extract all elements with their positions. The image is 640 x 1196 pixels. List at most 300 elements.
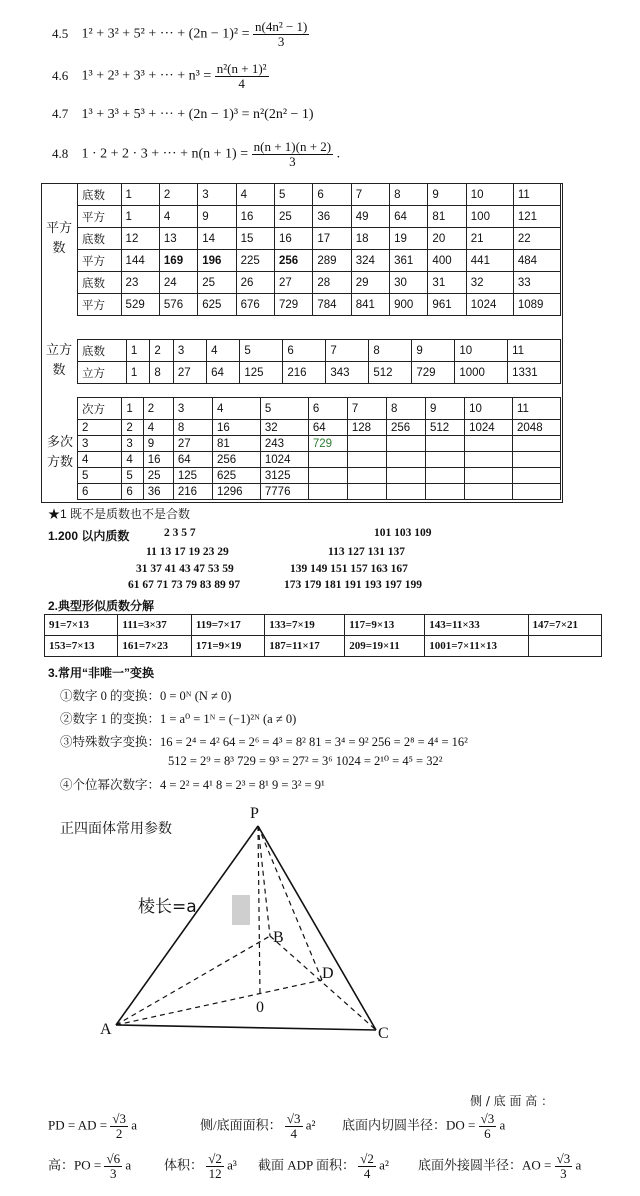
table-cell: 2 <box>159 184 197 206</box>
table-cell: 441 <box>466 250 513 272</box>
table-row <box>78 294 561 316</box>
table-cell: 7776 <box>260 484 308 500</box>
factor-cell: 1001=7×11×13 <box>425 636 528 657</box>
factor-cell: 209=19×11 <box>345 636 425 657</box>
fraction-numerator: n(4n² − 1) <box>254 19 308 34</box>
table-cell <box>513 436 561 452</box>
fraction-denominator: 4 <box>363 1166 371 1181</box>
tetrahedron-diagram <box>0 790 640 1060</box>
param-height <box>48 1152 131 1181</box>
row-header-cell: 次方 <box>78 398 122 420</box>
table-header-cell: 3 <box>173 398 212 420</box>
row-header-cell: 平方 <box>78 294 122 316</box>
param-pd-fraction <box>110 1112 128 1141</box>
table-cell: 8 <box>390 184 428 206</box>
fraction-numerator: √2 <box>360 1151 374 1166</box>
table-cell: 676 <box>236 294 274 316</box>
table-cell: 1000 <box>455 362 508 384</box>
table-cell: 33 <box>513 272 560 294</box>
fraction-numerator: √3 <box>480 1111 495 1126</box>
primes-right-line-2: 113 127 131 137 <box>328 546 405 558</box>
row-header-cell: 平方 <box>78 250 122 272</box>
table-row <box>78 468 561 484</box>
table-cell <box>513 452 561 468</box>
cubes-label-line1: 立方 <box>45 342 72 357</box>
table-cell: 16 <box>236 206 274 228</box>
fraction-denominator: 12 <box>208 1166 222 1181</box>
fraction-numerator: √3 <box>556 1151 571 1166</box>
tetra-title: 正四面体常用参数 <box>60 821 172 837</box>
fraction-denominator: 6 <box>484 1126 491 1141</box>
table-row <box>78 484 561 500</box>
table-cell: 128 <box>347 420 386 436</box>
table-cell: 1024 <box>260 452 308 468</box>
table-cell: 6 <box>313 184 351 206</box>
factor-cell: 111=3×37 <box>118 615 191 636</box>
table-cell: 24 <box>159 272 197 294</box>
cubes-section-label <box>44 340 74 380</box>
param-circumradius <box>418 1152 581 1181</box>
table-row <box>78 206 561 228</box>
table-cell: 11 <box>508 340 561 362</box>
primes-heading: 1.200 以内质数 <box>48 529 130 543</box>
formula-4-7 <box>52 106 314 123</box>
table-cell: 16 <box>143 452 173 468</box>
table-row <box>78 272 561 294</box>
height-po <box>258 826 260 995</box>
table-cell: 1089 <box>513 294 560 316</box>
table-cell: 36 <box>143 484 173 500</box>
fraction-denominator: 4 <box>238 76 245 91</box>
table-cell: 3 <box>198 184 236 206</box>
row-header-cell: 立方 <box>78 362 127 384</box>
formula-number: 4.5 <box>52 25 69 41</box>
factor-cell: 119=7×17 <box>191 615 264 636</box>
powers-table <box>77 397 561 500</box>
fraction-denominator: 3 <box>277 34 285 49</box>
table-cell: 512 <box>426 420 465 436</box>
table-cell <box>426 484 465 500</box>
segment-ad <box>116 980 322 1025</box>
table-cell: 8 <box>150 362 174 384</box>
param-area-lhs: 侧/底面面积： <box>200 1117 282 1133</box>
cubes-label-line2: 数 <box>52 362 66 377</box>
transform-line-5: ④个位幂次数字：4 = 2² = 4¹ 8 = 2³ = 8¹ 9 = 3² = 9¹ <box>60 778 325 792</box>
table-cell: 81 <box>428 206 466 228</box>
param-inradius <box>342 1112 505 1141</box>
table-cell: 729 <box>308 436 347 452</box>
table-cell: 64 <box>207 362 240 384</box>
label-d: D <box>322 965 334 982</box>
table-cell: 243 <box>260 436 308 452</box>
table-cell: 324 <box>351 250 389 272</box>
table-cell: 29 <box>351 272 389 294</box>
table-cell <box>308 484 347 500</box>
table-cell: 216 <box>173 484 212 500</box>
table-cell <box>347 436 386 452</box>
table-cell: 5 <box>240 340 283 362</box>
table-cell: 14 <box>198 228 236 250</box>
param-pd-lhs: PD = AD = <box>48 1117 108 1133</box>
squares-section-label <box>44 218 74 258</box>
table-cell: 256 <box>274 250 312 272</box>
table-row <box>78 340 561 362</box>
table-cell <box>426 436 465 452</box>
table-cell: 21 <box>466 228 513 250</box>
table-cell: 22 <box>513 228 560 250</box>
table-cell: 49 <box>351 206 389 228</box>
transform-heading: 3.常用“非唯一”变换 <box>48 666 155 680</box>
table-cell: 9 <box>198 206 236 228</box>
formula-tail: . <box>336 146 341 162</box>
table-cell: 16 <box>274 228 312 250</box>
factor-heading: 2.典型形似质数分解 <box>48 599 155 613</box>
table-cell: 10 <box>466 184 513 206</box>
table-cell: 625 <box>198 294 236 316</box>
table-cell: 961 <box>428 294 466 316</box>
table-header-cell: 2 <box>143 398 173 420</box>
table-cell: 841 <box>351 294 389 316</box>
table-header-cell: 8 <box>386 398 425 420</box>
param-area-fraction <box>285 1112 303 1141</box>
table-cell <box>465 436 513 452</box>
table-row <box>78 228 561 250</box>
param-volume-tail: a³ <box>227 1157 237 1173</box>
table-cell: 900 <box>390 294 428 316</box>
table-cell: 1 <box>121 206 159 228</box>
table-cell: 289 <box>313 250 351 272</box>
table-header-cell: 1 <box>122 398 143 420</box>
table-cell: 7 <box>326 340 369 362</box>
table-cell: 27 <box>173 436 212 452</box>
table-cell: 784 <box>313 294 351 316</box>
label-b: B <box>273 929 284 946</box>
primes-left-line-4: 61 67 71 73 79 83 89 97 <box>128 579 241 591</box>
edge-pc <box>258 826 376 1030</box>
table-cell: 125 <box>240 362 283 384</box>
powers-label-line1: 多次 <box>46 434 73 449</box>
formula-fraction <box>252 140 333 169</box>
table-cell <box>513 468 561 484</box>
table-cell: 9 <box>428 184 466 206</box>
label-o: 0 <box>256 999 264 1016</box>
formula-number: 4.8 <box>52 145 69 161</box>
table-header-cell: 7 <box>347 398 386 420</box>
table-cell: 576 <box>159 294 197 316</box>
label-c: C <box>378 1025 389 1042</box>
table-cell: 256 <box>386 420 425 436</box>
table-cell <box>386 468 425 484</box>
table-cell: 4 <box>207 340 240 362</box>
param-section-lhs: 截面 ADP 面积： <box>258 1157 356 1173</box>
table-cell <box>386 484 425 500</box>
table-cell: 8 <box>369 340 412 362</box>
table-row <box>45 636 602 657</box>
table-cell: 5 <box>274 184 312 206</box>
table-cell: 625 <box>212 468 260 484</box>
table-cell <box>426 452 465 468</box>
table-cell: 28 <box>313 272 351 294</box>
table-header-row <box>78 398 561 420</box>
fraction-numerator: √3 <box>112 1111 126 1126</box>
table-cell: 7 <box>351 184 389 206</box>
squares-label-line2: 数 <box>52 240 66 255</box>
formula-4-5 <box>52 20 309 49</box>
fraction-denominator: 3 <box>560 1166 567 1181</box>
fraction-denominator: 4 <box>290 1126 297 1141</box>
factor-cell: 117=9×13 <box>345 615 425 636</box>
table-cell: 5 <box>122 468 143 484</box>
table-cell: 343 <box>326 362 369 384</box>
table-cell: 2 <box>150 340 174 362</box>
table-cell: 19 <box>390 228 428 250</box>
table-cell: 9 <box>143 436 173 452</box>
table-cell: 26 <box>236 272 274 294</box>
factor-cell: 133=7×19 <box>265 615 345 636</box>
table-cell: 10 <box>455 340 508 362</box>
table-cell <box>465 484 513 500</box>
param-circumradius-fraction <box>555 1152 573 1181</box>
row-header-cell: 底数 <box>78 184 122 206</box>
squares-table <box>77 183 561 316</box>
table-cell: 3 <box>122 436 143 452</box>
param-volume-lhs: 体积： <box>164 1157 204 1173</box>
table-cell: 100 <box>466 206 513 228</box>
edge-length-label: 棱长=a <box>138 897 197 917</box>
table-header-cell: 6 <box>308 398 347 420</box>
powers-label-line2: 方数 <box>46 454 73 469</box>
table-cell: 169 <box>159 250 197 272</box>
factor-cell: 171=9×19 <box>191 636 264 657</box>
row-header-cell: 底数 <box>78 228 122 250</box>
formula-fraction <box>253 20 309 49</box>
row-header-cell: 底数 <box>78 340 127 362</box>
table-cell: 27 <box>173 362 206 384</box>
transform-line-1: ①数字 0 的变换：0 = 0ᴺ (N ≠ 0) <box>60 689 232 703</box>
label-a: A <box>100 1021 112 1038</box>
fraction-numerator: √6 <box>106 1151 121 1166</box>
table-cell <box>347 452 386 468</box>
table-cell: 1 <box>121 184 159 206</box>
table-cell: 529 <box>121 294 159 316</box>
param-inradius-lhs: 底面内切圆半径：DO = <box>342 1117 476 1133</box>
table-header-cell: 5 <box>260 398 308 420</box>
table-cell: 64 <box>308 420 347 436</box>
table-cell: 20 <box>428 228 466 250</box>
formula-fraction <box>215 62 269 91</box>
table-cell: 16 <box>212 420 260 436</box>
formula-4-6 <box>52 62 269 91</box>
table-cell: 25 <box>274 206 312 228</box>
table-cell: 17 <box>313 228 351 250</box>
table-cell: 18 <box>351 228 389 250</box>
table-cell <box>347 468 386 484</box>
table-cell <box>386 452 425 468</box>
table-header-cell: 10 <box>465 398 513 420</box>
formula-number: 4.6 <box>52 67 69 83</box>
table-cell: 225 <box>236 250 274 272</box>
param-pd <box>48 1112 137 1141</box>
factor-cell <box>528 636 601 657</box>
table-cell: 3125 <box>260 468 308 484</box>
table-cell: 1024 <box>465 420 513 436</box>
table-cell <box>426 468 465 484</box>
param-inradius-fraction <box>479 1112 497 1141</box>
table-cell: 196 <box>198 250 236 272</box>
table-cell: 27 <box>274 272 312 294</box>
label-p: P <box>250 805 259 822</box>
table-cell: 216 <box>283 362 326 384</box>
factor-cell: 143=11×33 <box>425 615 528 636</box>
segment-pd <box>258 826 322 980</box>
param-volume <box>164 1152 237 1181</box>
table-cell: 1 <box>126 362 150 384</box>
table-cell: 4 <box>122 452 143 468</box>
factor-cell: 91=7×13 <box>45 615 118 636</box>
powers-section-label <box>44 432 76 472</box>
table-row <box>45 615 602 636</box>
formula-number: 4.7 <box>52 106 69 121</box>
table-cell: 12 <box>121 228 159 250</box>
table-cell <box>513 484 561 500</box>
table-header-cell: 4 <box>212 398 260 420</box>
table-cell: 6 <box>283 340 326 362</box>
edge-bc <box>270 936 376 1030</box>
table-cell: 32 <box>260 420 308 436</box>
param-height-lhs: 高：PO = <box>48 1157 102 1173</box>
table-row <box>78 362 561 384</box>
fraction-denominator: 3 <box>289 154 296 169</box>
table-cell: 81 <box>212 436 260 452</box>
formula-lhs: 1³ + 2³ + 3³ + ··· + n³ = <box>81 68 212 84</box>
param-circumradius-lhs: 底面外接圆半径：AO = <box>418 1157 552 1173</box>
factor-cell: 161=7×23 <box>118 636 191 657</box>
fraction-numerator: √3 <box>286 1111 301 1126</box>
primes-right-line-4: 173 179 181 191 193 197 199 <box>284 579 422 591</box>
formula-lhs: 1 · 2 + 2 · 3 + ··· + n(n + 1) = <box>81 146 249 162</box>
row-header-cell: 底数 <box>78 272 122 294</box>
table-cell: 64 <box>173 452 212 468</box>
table-header-cell: 9 <box>426 398 465 420</box>
row-header-cell: 4 <box>78 452 122 468</box>
row-header-cell: 平方 <box>78 206 122 228</box>
table-cell: 25 <box>198 272 236 294</box>
table-cell: 1024 <box>466 294 513 316</box>
table-header-cell: 11 <box>513 398 561 420</box>
param-pd-tail: a <box>131 1117 138 1133</box>
primes-left-line-2: 11 13 17 19 23 29 <box>146 546 229 558</box>
transform-line-3: ③特殊数字变换：16 = 2⁴ = 4² 64 = 2⁶ = 4³ = 8² 81 = 3⁴ = 9² 256 = 2⁸ = 4⁴ = 16² <box>60 735 468 749</box>
side-height-label: 侧 / 底 面 高 ： <box>470 1094 554 1108</box>
row-header-cell: 5 <box>78 468 122 484</box>
blurred-mark <box>232 895 250 925</box>
param-section-area <box>258 1152 389 1181</box>
table-cell: 2048 <box>513 420 561 436</box>
param-height-tail: a <box>125 1157 132 1173</box>
table-cell: 3 <box>173 340 206 362</box>
table-cell: 1296 <box>212 484 260 500</box>
primes-left-line-1: 2 3 5 7 <box>164 527 196 539</box>
param-circumradius-tail: a <box>575 1157 582 1173</box>
table-cell: 125 <box>173 468 212 484</box>
table-cell <box>308 468 347 484</box>
edge-pa <box>116 826 258 1025</box>
table-cell: 8 <box>173 420 212 436</box>
table-cell: 30 <box>390 272 428 294</box>
table-cell: 121 <box>513 206 560 228</box>
table-row <box>78 452 561 468</box>
table-row <box>78 250 561 272</box>
edge-ac <box>116 1025 376 1030</box>
param-inradius-tail: a <box>499 1117 506 1133</box>
param-volume-fraction <box>206 1152 224 1181</box>
edge-ab <box>116 936 270 1025</box>
cubes-table <box>77 339 561 384</box>
table-cell <box>386 436 425 452</box>
table-cell: 6 <box>122 484 143 500</box>
table-cell: 23 <box>121 272 159 294</box>
formula-lhs: 1³ + 3³ + 5³ + ··· + (2n − 1)³ = n²(2n² − 1) <box>81 107 314 122</box>
squares-label-line1: 平方 <box>45 220 72 235</box>
table-cell: 4 <box>143 420 173 436</box>
table-cell: 13 <box>159 228 197 250</box>
table-cell: 729 <box>412 362 455 384</box>
table-cell: 32 <box>466 272 513 294</box>
factor-table <box>44 614 602 657</box>
table-row <box>78 420 561 436</box>
table-cell: 400 <box>428 250 466 272</box>
table-cell: 256 <box>212 452 260 468</box>
primes-left-line-3: 31 37 41 43 47 53 59 <box>136 563 234 575</box>
param-section-fraction <box>358 1152 376 1181</box>
table-cell: 512 <box>369 362 412 384</box>
transform-line-2: ②数字 1 的变换：1 = a⁰ = 1ᴺ = (−1)²ᴺ (a ≠ 0) <box>60 712 297 726</box>
table-cell: 9 <box>412 340 455 362</box>
fraction-numerator: √2 <box>208 1151 222 1166</box>
table-cell: 484 <box>513 250 560 272</box>
table-cell <box>465 452 513 468</box>
table-cell: 1 <box>126 340 150 362</box>
row-header-cell: 3 <box>78 436 122 452</box>
table-row <box>78 436 561 452</box>
prime-note: ★1 既不是质数也不是合数 <box>48 507 191 521</box>
table-cell: 11 <box>513 184 560 206</box>
table-cell <box>465 468 513 484</box>
table-cell: 1331 <box>508 362 561 384</box>
param-height-fraction <box>104 1152 122 1181</box>
table-cell: 31 <box>428 272 466 294</box>
table-cell: 4 <box>236 184 274 206</box>
table-row <box>78 184 561 206</box>
factor-cell: 187=11×17 <box>265 636 345 657</box>
transform-line-4: 512 = 2⁹ = 8³ 729 = 9³ = 27² = 3⁶ 1024 = 2¹⁰ = 4⁵ = 32² <box>168 754 443 768</box>
row-header-cell: 6 <box>78 484 122 500</box>
table-cell <box>308 452 347 468</box>
primes-right-line-3: 139 149 151 157 163 167 <box>290 563 408 575</box>
fraction-denominator: 2 <box>115 1126 123 1141</box>
formula-4-8 <box>52 140 340 169</box>
table-cell: 25 <box>143 468 173 484</box>
table-cell: 361 <box>390 250 428 272</box>
fraction-numerator: n²(n + 1)² <box>216 61 267 76</box>
factor-cell: 153=7×13 <box>45 636 118 657</box>
row-header-cell: 2 <box>78 420 122 436</box>
table-cell: 144 <box>121 250 159 272</box>
table-cell: 729 <box>274 294 312 316</box>
table-cell: 15 <box>236 228 274 250</box>
primes-right-line-1: 101 103 109 <box>374 527 432 539</box>
table-cell <box>347 484 386 500</box>
